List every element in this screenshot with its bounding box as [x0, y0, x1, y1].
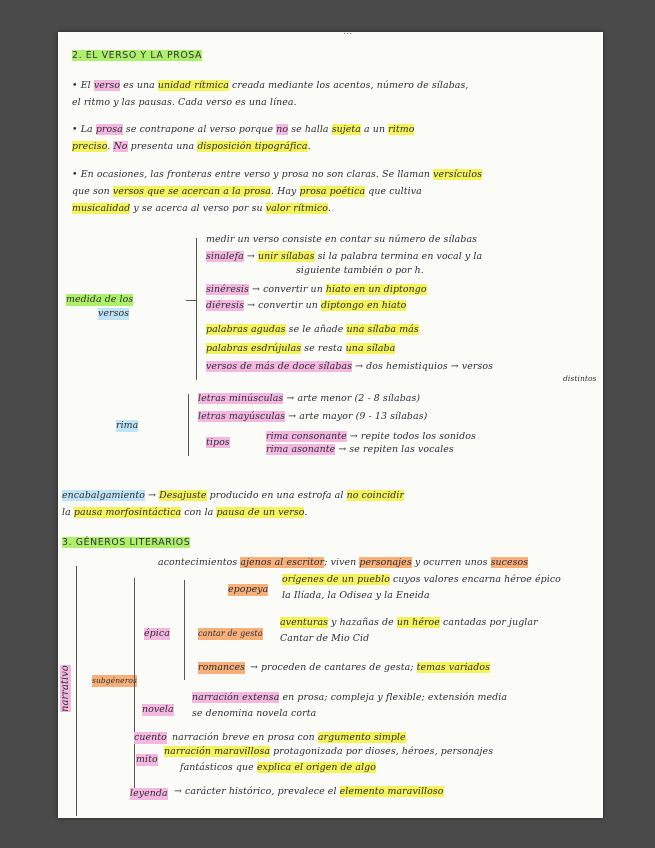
section-title: [62, 537, 190, 549]
rima-item: letras mayúsculas → arte mayor (9 - 13 sílabas): [198, 411, 428, 422]
text: prosa poética: [299, 186, 366, 197]
novela-line: narración extensa en prosa; compleja y flexible; extensión media: [192, 692, 508, 703]
cantar-line: Cantar de Mio Cid: [280, 633, 370, 644]
brace-tick: [186, 300, 196, 301]
novela-label: novela: [142, 704, 174, 715]
text: • El: [72, 80, 94, 91]
encabalgamiento-line: la pausa morfosintáctica con la pausa de un verso.: [62, 507, 308, 518]
paragraph-line: [72, 124, 414, 136]
text: el ritmo y las pausas. Cada verso es una línea.: [72, 97, 297, 108]
rima-label: rima: [116, 420, 139, 431]
medida-label: medida de los: [66, 294, 134, 305]
text: versos que se acercan a la prosa: [112, 186, 271, 197]
cantar-line: aventuras y hazañas de un héroe cantadas por juglar: [280, 617, 538, 628]
text: no: [276, 124, 289, 135]
text: se halla: [288, 124, 332, 135]
text: unidad rítmica: [157, 80, 229, 91]
mito-line: fantásticos que explica el origen de algo: [180, 762, 377, 773]
text: valor rítmico: [265, 203, 328, 214]
epopeya-label: epopeya: [228, 584, 269, 595]
text: que cultiva: [365, 186, 422, 197]
medida-item: sinéresis → convertir un hiato en un diptongo: [206, 284, 427, 295]
notebook-page: [58, 26, 603, 818]
medida-item: medir un verso consiste en contar su número de sílabas: [206, 234, 478, 245]
leyenda-label: leyenda: [130, 788, 168, 799]
medida-item: palabras agudas se le añade una sílaba más: [206, 324, 419, 335]
text: musicalidad: [72, 203, 131, 214]
cantar-label: cantar de gesta: [198, 629, 263, 638]
text: No: [113, 141, 128, 152]
top-fragment: ...: [343, 26, 353, 37]
medida-item: distintos: [563, 374, 597, 383]
paragraph-line: [72, 169, 482, 181]
cuento-line: narración breve en prosa con argumento simple: [172, 732, 406, 743]
text: a un: [360, 124, 389, 135]
text: .: [327, 203, 331, 214]
brace: [184, 580, 185, 680]
paragraph-line: [72, 186, 422, 198]
paragraph-line: [72, 141, 311, 153]
text: verso: [93, 80, 121, 91]
mito-line: narración maravillosa protagonizada por dioses, héroes, personajes: [164, 746, 494, 757]
cuento-label: cuento: [134, 732, 167, 743]
section-title-text: 2. EL VERSO Y LA PROSA: [72, 50, 203, 61]
paragraph-line: [72, 203, 331, 215]
rima-item: rima consonante → repite todos los sonidos: [266, 431, 476, 442]
romances-line: → proceden de cantares de gesta; temas variados: [250, 662, 491, 673]
epica-label: épica: [144, 628, 170, 639]
rima-item: letras minúsculas → arte menor (2 - 8 sílabas): [198, 393, 421, 404]
brace: [134, 578, 135, 798]
paragraph-line: [72, 97, 297, 109]
rima-item: rima asonante → se repiten las vocales: [266, 444, 454, 455]
medida-item: diéresis → convertir un diptongo en hiato: [206, 300, 407, 311]
text: disposición tipográfica: [197, 141, 308, 152]
epopeya-line: la Ilíada, la Odisea y la Eneida: [282, 590, 430, 601]
text: creada mediante los acentos, número de sílabas,: [228, 80, 469, 91]
text: prosa: [95, 124, 123, 135]
medida-item: palabras esdrújulas se resta una sílaba: [206, 343, 396, 354]
rima-item: tipos: [206, 437, 230, 448]
mito-label: mito: [136, 754, 158, 765]
text: es una: [120, 80, 158, 91]
generos-line: acontecimientos ajenos al escritor; viven personajes y ocurren unos sucesos: [158, 557, 529, 568]
novela-line: se denomina novela corta: [192, 708, 317, 719]
text: preciso: [72, 141, 108, 152]
encabalgamiento-line: encabalgamiento → Desajuste producido en una estrofa al no coincidir: [62, 490, 405, 501]
brace: [196, 238, 197, 380]
text: presenta una: [127, 141, 198, 152]
medida-item: siguiente también o por h.: [296, 265, 424, 276]
text: sujeta: [331, 124, 361, 135]
medida-label-2: versos: [98, 308, 130, 319]
medida-item: sinalefa → unir sílabas si la palabra termina en vocal y la: [206, 251, 483, 262]
text: . Hay: [270, 186, 300, 197]
text: se contrapone al verso porque: [122, 124, 277, 135]
brace: [188, 394, 189, 456]
text: .: [107, 141, 114, 152]
romances-label: romances: [198, 662, 246, 673]
medida-item: versos de más de doce sílabas → dos hemistiquios → versos: [206, 361, 494, 372]
brace: [76, 566, 77, 816]
text: .: [307, 141, 311, 152]
paragraph-line: [72, 80, 468, 92]
epopeya-line: orígenes de un pueblo cuyos valores encarna héroe épico: [282, 574, 561, 585]
text: que son: [72, 186, 113, 197]
leyenda-line: → carácter histórico, prevalece el elemento maravilloso: [174, 786, 444, 797]
section-title: [72, 50, 202, 62]
text: • En ocasiones, las fronteras entre verso y prosa no son claras. Se llaman: [72, 169, 434, 180]
text: y se acerca al verso por su: [130, 203, 266, 214]
section-title-text: 3. GÉNEROS LITERARIOS: [62, 537, 191, 548]
text: versículos: [433, 169, 483, 180]
text: ritmo: [388, 124, 415, 135]
text: • La: [72, 124, 96, 135]
narrativo-label: narrativo: [60, 665, 71, 712]
subgeneros-label: subgéneros: [92, 676, 137, 685]
